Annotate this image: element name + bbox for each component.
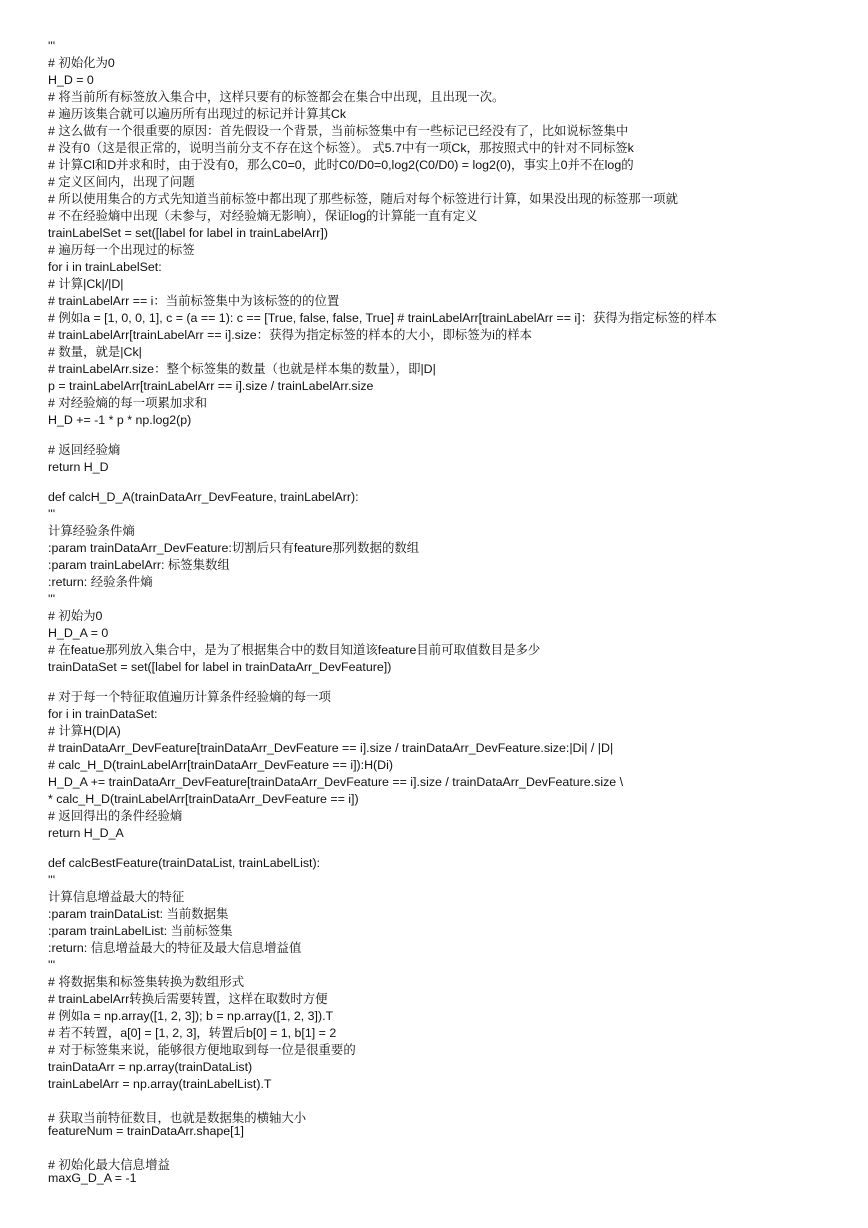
- code-line: # trainDataArr_DevFeature[trainDataArr_DevFeature == i].size / trainDataArr_DevFeature.size:|Di| / |D|: [48, 741, 614, 755]
- code-line: H_D += -1 * p * np.log2(p): [48, 413, 192, 427]
- code-line: # 返回经验熵: [48, 443, 121, 457]
- code-line: # calc_H_D(trainLabelArr[trainDataArr_DevFeature == i]):H(Di): [48, 758, 393, 772]
- code-line: # trainLabelArr == i：当前标签集中为该标签的的位置: [48, 294, 340, 308]
- code-line: # 对于每一个特征取值遍历计算条件经验熵的每一项: [48, 690, 331, 704]
- code-line: ''': [48, 592, 56, 606]
- code-line: trainLabelArr = np.array(trainLabelList).T: [48, 1077, 272, 1091]
- code-line: # 计算H(D|A): [48, 724, 121, 738]
- code-line: ''': [48, 958, 56, 972]
- code-line: # 定义区间内，出现了问题: [48, 175, 195, 189]
- code-line: trainDataSet = set([label for label in trainDataArr_DevFeature]): [48, 660, 392, 674]
- code-line: ''': [48, 873, 56, 887]
- code-line: # 将当前所有标签放入集合中，这样只要有的标签都会在集合中出现，且出现一次。: [48, 90, 505, 104]
- code-line: for i in trainDataSet:: [48, 707, 158, 721]
- code-line: * calc_H_D(trainLabelArr[trainDataArr_DevFeature == i]): [48, 792, 359, 806]
- code-line: # trainLabelArr转换后需要转置，这样在取数时方便: [48, 992, 328, 1006]
- code-line: # 计算|Ck|/|D|: [48, 277, 124, 291]
- code-line: [48, 1187, 848, 1204]
- code-line: featureNum = trainDataArr.shape[1]: [48, 1124, 244, 1138]
- code-line: # 没有0（这是很正常的，说明当前分支不存在这个标签）。 式5.7中有一项Ck，那按照式中的针对不同标签k: [48, 141, 634, 155]
- code-line: :return: 经验条件熵: [48, 575, 153, 589]
- code-line: # trainLabelArr.size：整个标签集的数量（也就是样本集的数量），即|D|: [48, 362, 436, 376]
- code-line: # trainLabelArr[trainLabelArr == i].size：获得为指定标签的样本的大小，即标签为i的样本: [48, 328, 533, 342]
- code-line: ''': [48, 39, 56, 53]
- code-line: # 遍历每一个出现过的标签: [48, 243, 195, 257]
- code-line: # 初始化为0: [48, 56, 115, 70]
- code-line: return H_D_A: [48, 826, 124, 840]
- code-line: # 不在经验熵中出现（未参与，对经验熵无影响），保证log的计算能一直有定义: [48, 209, 478, 223]
- code-line: p = trainLabelArr[trainLabelArr == i].size / trainLabelArr.size: [48, 379, 374, 393]
- code-line: :param trainLabelList: 当前标签集: [48, 924, 233, 938]
- code-line: # 计算Cl和D并求和时，由于没有0，那么C0=0，此时C0/D0=0,log2(C0/D0) = log2(0)，事实上0并不在log的: [48, 158, 634, 172]
- blank-line: # 初始化最大信息增益: [48, 1158, 170, 1172]
- blank-line: [48, 676, 848, 689]
- code-line: # 所以使用集合的方式先知道当前标签中都出现了那些标签，随后对每个标签进行计算，如果没出现的标签那一项就: [48, 192, 678, 206]
- code-line: 计算信息增益最大的特征: [48, 890, 185, 904]
- code-line: # 数量，就是|Ck|: [48, 345, 142, 359]
- blank-line: [48, 476, 848, 489]
- code-line: H_D_A = 0: [48, 626, 109, 640]
- code-line: # 初始为0: [48, 609, 103, 623]
- blank-line: [48, 429, 848, 442]
- code-line: :param trainDataArr_DevFeature:切割后只有feature那列数据的数组: [48, 541, 420, 555]
- code-line: def calcH_D_A(trainDataArr_DevFeature, trainLabelArr):: [48, 490, 359, 504]
- code-line: :return: 信息增益最大的特征及最大信息增益值: [48, 941, 302, 955]
- code-line: maxG_D_A = -1: [48, 1171, 137, 1185]
- code-line: for i in trainLabelSet:: [48, 260, 162, 274]
- code-line: def calcBestFeature(trainDataList, trainLabelList):: [48, 856, 321, 870]
- code-line: # 遍历该集合就可以遍历所有出现过的标记并计算其Ck: [48, 107, 347, 121]
- code-line: # 对于标签集来说，能够很方便地取到每一位是很重要的: [48, 1043, 356, 1057]
- code-line: # 对经验熵的每一项累加求和: [48, 396, 208, 410]
- code-line: # 这么做有一个很重要的原因：首先假设一个背景，当前标签集中有一些标记已经没有了，比如说标签集中: [48, 124, 629, 138]
- blank-line: # 获取当前特征数目，也就是数据集的横轴大小: [48, 1111, 307, 1125]
- code-line: # 例如a = np.array([1, 2, 3]); b = np.array([1, 2, 3]).T: [48, 1009, 334, 1023]
- code-line: :param trainLabelArr: 标签集数组: [48, 558, 230, 572]
- code-line: # 将数据集和标签集转换为数组形式: [48, 975, 245, 989]
- code-line: # 在featue那列放入集合中，是为了根据集合中的数目知道该feature目前可取值数目是多少: [48, 643, 541, 657]
- code-line: return H_D: [48, 460, 109, 474]
- document-page: [48, 38, 848, 1204]
- code-line: :param trainDataList: 当前数据集: [48, 907, 229, 921]
- code-line: 计算经验条件熵: [48, 524, 135, 538]
- code-line: # 返回得出的条件经验熵: [48, 809, 183, 823]
- code-line: # 若不转置，a[0] = [1, 2, 3]，转置后b[0] = 1, b[1] = 2: [48, 1026, 337, 1040]
- code-line: [48, 1140, 848, 1157]
- code-line: # 例如a = [1, 0, 0, 1], c = (a == 1): c == [True, false, false, True] # trainLabelArr[trainLabelArr == i]：获得为指定标签的样本: [48, 311, 717, 325]
- code-line: ''': [48, 507, 56, 521]
- blank-line: [48, 842, 848, 855]
- code-line: H_D = 0: [48, 73, 94, 87]
- code-line: H_D_A += trainDataArr_DevFeature[trainDataArr_DevFeature == i].size / trainDataArr_DevFeature.size \: [48, 775, 624, 789]
- code-line: trainDataArr = np.array(trainDataList): [48, 1060, 253, 1074]
- code-line: [48, 1093, 848, 1110]
- code-line: trainLabelSet = set([label for label in trainLabelArr]): [48, 226, 328, 240]
